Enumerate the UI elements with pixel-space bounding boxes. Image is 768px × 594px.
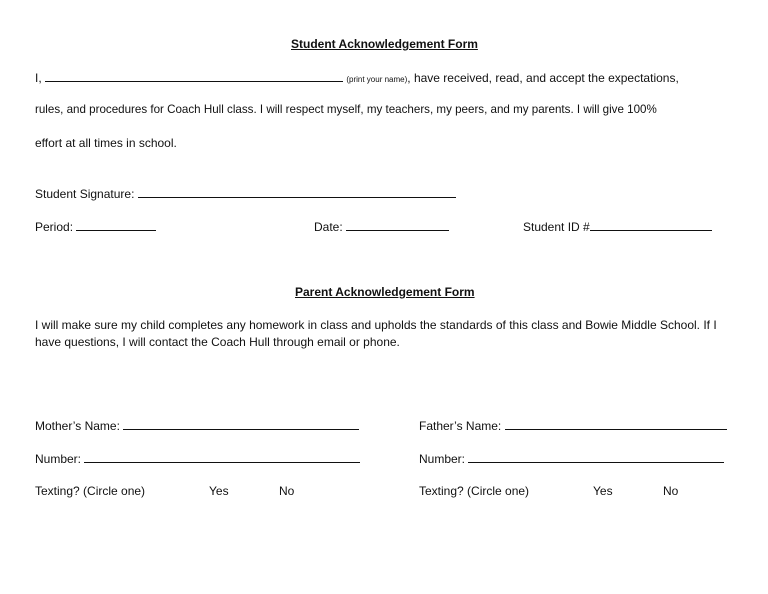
signature-label: Student Signature: xyxy=(35,187,135,201)
mother-texting-label: Texting? (Circle one) xyxy=(35,484,146,498)
student-form-title: Student Acknowledgement Form xyxy=(291,37,478,51)
parent-statement: I will make sure my child completes any homework in class and upholds the standards of this class and Bowie Middle School. If I have questions, I will contact the Coach Hull through email or phone. xyxy=(35,318,717,349)
father-number-field[interactable] xyxy=(468,451,724,463)
mother-texting-yes[interactable]: Yes xyxy=(209,484,229,498)
mother-number-field[interactable] xyxy=(84,451,360,463)
period-field[interactable] xyxy=(76,219,156,231)
father-number-label: Number: xyxy=(419,452,466,466)
mother-number-row xyxy=(35,451,360,466)
father-number-row xyxy=(419,451,724,466)
mother-name-row xyxy=(35,418,359,433)
mother-name-field[interactable] xyxy=(123,418,359,430)
date-field[interactable] xyxy=(346,219,449,231)
mother-name-label: Mother’s Name: xyxy=(35,419,120,433)
father-name-row xyxy=(419,418,727,433)
father-texting-label: Texting? (Circle one) xyxy=(419,484,530,498)
mother-number-label: Number: xyxy=(35,452,82,466)
student-statement-line-1 xyxy=(35,70,679,87)
period-label: Period: xyxy=(35,220,74,234)
father-texting-no[interactable]: No xyxy=(663,484,679,498)
father-name-label: Father’s Name: xyxy=(419,419,502,433)
statement-prefix: I, xyxy=(35,71,42,85)
date-label: Date: xyxy=(314,220,343,234)
statement-suffix: , have received, read, and accept the expectations, xyxy=(407,71,679,85)
date-row xyxy=(314,219,449,234)
student-id-label: Student ID # xyxy=(523,220,590,234)
print-name-hint: (print your name) xyxy=(346,75,408,84)
mother-texting-no[interactable]: No xyxy=(279,484,295,498)
student-id-field[interactable] xyxy=(590,219,712,231)
student-statement-line-2: rules, and procedures for Coach Hull class. I will respect myself, my teachers, my peers, and my parents. I will give 100% xyxy=(35,103,657,116)
student-signature-row xyxy=(35,186,456,201)
student-signature-field[interactable] xyxy=(138,186,456,198)
father-texting-yes[interactable]: Yes xyxy=(593,484,613,498)
parent-form-title: Parent Acknowledgement Form xyxy=(295,285,475,299)
father-name-field[interactable] xyxy=(505,418,727,430)
student-id-row xyxy=(523,219,712,234)
print-name-field[interactable] xyxy=(45,70,343,82)
period-row xyxy=(35,219,156,234)
student-statement-line-3: effort at all times in school. xyxy=(35,136,177,150)
